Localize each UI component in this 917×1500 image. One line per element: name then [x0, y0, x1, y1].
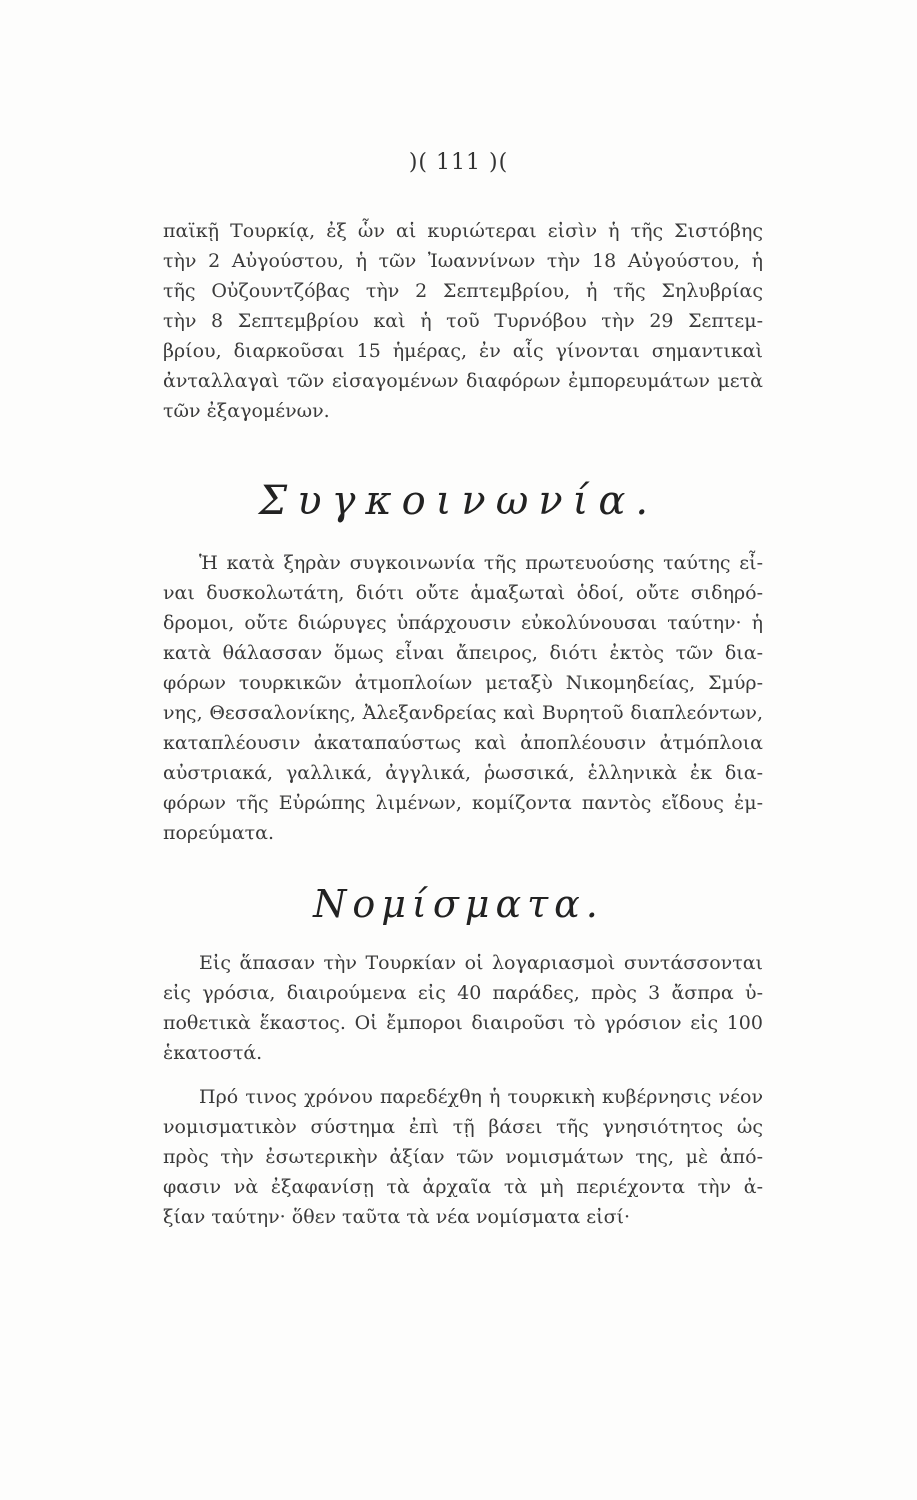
page-number: )( 111 )(: [408, 150, 509, 175]
text-line: Πρό τινος χρόνου παρεδέχθη ἡ τουρκικὴ κυβέρνησις νέον: [199, 1086, 763, 1108]
text-line: φασιν νὰ ἐξαφανίσῃ τὰ ἀρχαῖα τὰ μὴ περιέχοντα τὴν ἀ-: [163, 1176, 763, 1198]
text-line: ναι δυσκολωτάτη, διότι οὔτε ἁμαξωταὶ ὁδοί, οὔτε σιδηρό-: [163, 582, 763, 604]
text-line: εἰς γρόσια, διαιρούμενα εἰς 40 παράδες, πρὸς 3 ἄσπρα ὑ-: [163, 982, 763, 1004]
text-line: παϊκῇ Τουρκίᾳ, ἐξ ὧν αἱ κυριώτεραι εἰσὶν ἡ τῆς Σιστόβης: [163, 220, 763, 242]
text-line: φόρων τουρκικῶν ἀτμοπλοίων μεταξὺ Νικομηδείας, Σμύρ-: [163, 672, 763, 694]
text-line: αὐστριακά, γαλλικά, ἀγγλικά, ῥωσσικά, ἑλληνικὰ ἐκ δια-: [163, 762, 763, 784]
text-line: καταπλέουσιν ἀκαταπαύστως καὶ ἀποπλέουσιν ἀτμόπλοια: [163, 732, 763, 754]
text-line: κατὰ θάλασσαν ὅμως εἶναι ἄπειρος, διότι ἐκτὸς τῶν δια-: [163, 642, 763, 664]
text-line: τὴν 2 Αὐγούστου, ἡ τῶν Ἰωαννίνων τὴν 18 Αὐγούστου, ἡ: [163, 250, 763, 272]
text-line: τῶν ἐξαγομένων.: [163, 400, 330, 422]
paragraph-fairs: [163, 216, 763, 426]
paragraph-communication: [163, 548, 763, 848]
section-heading-communication: Συγκοινωνία.: [258, 478, 659, 524]
paragraph-monetary-system: [163, 1082, 763, 1232]
text-line: πρὸς τὴν ἐσωτερικὴν ἀξίαν τῶν νομισμάτων της, μὲ ἀπό-: [163, 1146, 763, 1168]
section-heading-coins: Νομίσματα.: [313, 882, 604, 926]
text-line: βρίου, διαρκοῦσαι 15 ἡμέρας, ἐν αἷς γίνονται σημαντικαὶ: [163, 340, 763, 362]
text-line: δρομοι, οὔτε διώρυγες ὑπάρχουσιν εὐκολύνουσαι ταύτην· ἡ: [163, 612, 763, 634]
text-line: Ἡ κατὰ ξηρὰν συγκοινωνία τῆς πρωτευούσης ταύτης εἶ-: [199, 552, 763, 574]
text-line: νης, Θεσσαλονίκης, Ἀλεξανδρείας καὶ Βυρητοῦ διαπλεόντων,: [163, 702, 763, 724]
text-line: τῆς Οὐζουντζόβας τὴν 2 Σεπτεμβρίου, ἡ τῆς Σηλυβρίας: [163, 280, 763, 302]
text-line: Εἰς ἅπασαν τὴν Τουρκίαν οἱ λογαριασμοὶ συντάσσονται: [199, 952, 763, 974]
paragraph-accounts: [163, 948, 763, 1068]
text-line: ποθετικὰ ἕκαστος. Οἱ ἔμποροι διαιροῦσι τὸ γρόσιον εἰς 100: [163, 1012, 763, 1034]
text-line: ἑκατοστά.: [163, 1042, 263, 1064]
text-line: τὴν 8 Σεπτεμβρίου καὶ ἡ τοῦ Τυρνόβου τὴν 29 Σεπτεμ-: [163, 310, 763, 332]
text-line: πορεύματα.: [163, 822, 275, 844]
text-line: ξίαν ταύτην· ὅθεν ταῦτα τὰ νέα νομίσματα εἰσί·: [163, 1206, 631, 1228]
text-line: ἀνταλλαγαὶ τῶν εἰσαγομένων διαφόρων ἐμπορευμάτων μετὰ: [163, 370, 763, 392]
text-line: φόρων τῆς Εὐρώπης λιμένων, κομίζοντα παντὸς εἴδους ἐμ-: [163, 792, 763, 814]
text-line: νομισματικὸν σύστημα ἐπὶ τῇ βάσει τῆς γνησιότητος ὡς: [163, 1116, 763, 1138]
